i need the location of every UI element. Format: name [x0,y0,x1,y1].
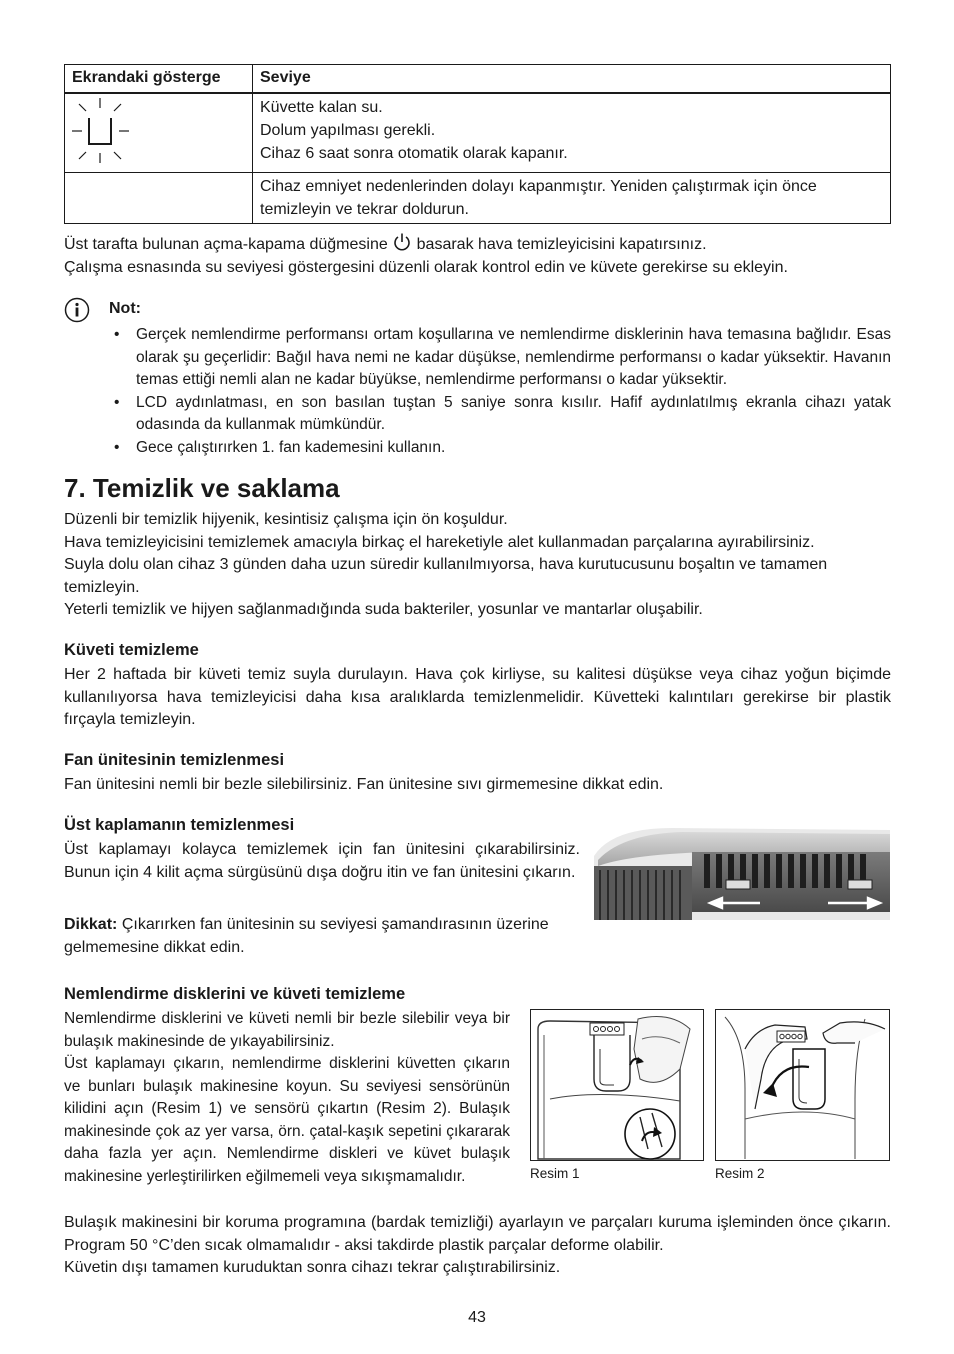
basin-title: Küveti temizleme [64,641,199,659]
fan-text: Fan ünitesini nemli bir bezle silebilirsiniz. Fan ünitesine sıvı girmemesine dikkat edin. [64,776,664,793]
level-line: Küvette kalan su. [260,99,383,116]
section-paragraph: Yeterli temizlik ve hijyen sağlanmadığında suda bakteriler, yosunlar ve mantarlar oluşabilir. [64,601,703,618]
discs-paragraph-4: Küvetin dışı tamamen kuruduktan sonra cihazı tekrar çalıştırabilirsiniz. [64,1259,561,1276]
cover-title: Üst kaplamanın temizlenmesi [64,816,295,834]
cover-warning [64,914,580,959]
warning-label: Dikkat: [64,916,118,933]
section-paragraph: Suyla dolu olan cihaz 3 günden daha uzun süredir kullanılmıyorsa, hava kurutucusunu boşaltın ve tamamen temizleyin. [64,556,828,596]
level-line: Cihaz 6 saat sonra otomatik olarak kapanır. [260,145,568,162]
figure-1-image [530,1009,704,1161]
section-paragraph: Düzenli bir temizlik hijyenik, kesintisiz çalışma için ön koşuldur. [64,511,508,528]
figure-2-image [715,1009,890,1161]
section-paragraph: Hava temizleyicisini temizlemek amacıyla birkaç el hareketiyle alet kullanmadan parçalarına ayırabilirsiniz. [64,533,815,551]
empty-display-cell [65,172,253,223]
level-line: Dolum yapılması gerekli. [260,122,436,139]
discs-text [64,1008,510,1188]
cover-text: Üst kaplamayı kolayca temizlemek için fan ünitesini çıkarabilirsiniz. Bunun için 4 kilit açma sürgüsünü dışa doğru itin ve fan ünitesini çıkarın. [64,841,580,881]
note-item: • LCD aydınlatması, en son basılan tuştan 5 saniye sonra kısılır. Hafif aydınlatılmış ekranla cihazı yatak odasında da kullanmak mümkündür. [114,392,891,437]
discs-paragraph-2: Üst kaplamayı çıkarın, nemlendirme disklerini küvetten çıkarın ve bunları bulaşık makinesine koyun. Su seviyesi sensörünün kilidini açın (Resim 1) ve sensörü çıkartın (Resim 2). Bulaşık makinesinde çok az yer varsa, örn. çatal-kaşık sepetini çıkararak daha fazla yer açın. Nemlendirme diskleri ve küvet bulaşık makinesine yerleştirilirken eğilmemeli veya sıkışmamalıdır. [64,1055,510,1185]
fan-title: Fan ünitesinin temizlenmesi [64,751,285,769]
note-title: Not: [109,300,141,317]
info-icon [64,297,90,323]
table-cell-level-1 [253,93,891,172]
indicator-table [64,64,891,224]
fan-unit-image [592,826,890,920]
section-intro [64,509,891,622]
discs-title: Nemlendirme disklerini ve küveti temizleme [64,985,406,1003]
note-item: • Gerçek nemlendirme performansı ortam koşullarına ve nemlendirme disklerinin hava temasına bağlıdır. Esas olarak şu geçerlidir: Bağıl hava nemi ne kadar düşükse, nemlendirme performansı o kadar yüksektir. Havanın temas ettiği nemli alan ne kadar büyükse, nemlendirme performansı o kadar yüksektir. [114,324,891,392]
note-list [114,324,891,459]
warning-text: Çıkarırken fan ünitesinin su seviyesi şamandırasının üzerine gelmemesine dikkat edin. [64,916,549,956]
intro-line2: Çalışma esnasında su seviyesi göstergesini düzenli olarak kontrol edin ve küvete gerekirse su ekleyin. [64,258,788,276]
intro-line1-before: Üst tarafta bulunan açma-kapama düğmesine [64,236,388,253]
discs-closing [64,1212,891,1280]
blinking-basin-icon-cell [65,93,253,172]
page-number: 43 [468,1309,486,1326]
table-header-level: Seviye [253,65,891,94]
note-item: • Gece çalıştırırken 1. fan kademesini kullanın. [114,437,891,460]
figure-2-caption: Resim 2 [715,1166,765,1181]
intro-line1-after: basarak hava temizleyicisini kapatırsınız. [416,236,707,253]
power-icon [392,232,412,252]
table-cell-level-2: Cihaz emniyet nedenlerinden dolayı kapanmıştır. Yeniden çalıştırmak için önce temizleyin ve tekrar doldurun. [253,172,891,223]
section-title: 7. Temizlik ve saklama [64,473,340,503]
figure-1-caption: Resim 1 [530,1166,580,1181]
discs-paragraph-1: Nemlendirme disklerini ve küveti nemli bir bezle silebilir veya bir bulaşık makinesinde de yıkayabilirsiniz. [64,1010,510,1050]
intro-text [64,232,894,279]
table-header-display: Ekrandaki gösterge [65,65,253,94]
discs-paragraph-3: Bulaşık makinesini bir koruma programına (bardak temizliği) ayarlayın ve parçaları kuruma işleminden önce çıkarın. Program 50 °C’den sıcak olmamalıdır - aksi takdirde plastik parçalar deforme olabilir. [64,1214,891,1254]
basin-text: Her 2 haftada bir küveti temiz suyla durulayın. Hava çok kirliyse, su kalitesi düşükse veya cihaz yoğun biçimde kullanılıyorsa hava temizleyicisi daha kısa aralıklarda temizlenmelidir. Küvetteki kalıntıları gerekirse bir plastik fırçayla temizleyin. [64,666,891,728]
blinking-empty-basin-icon [65,94,145,164]
